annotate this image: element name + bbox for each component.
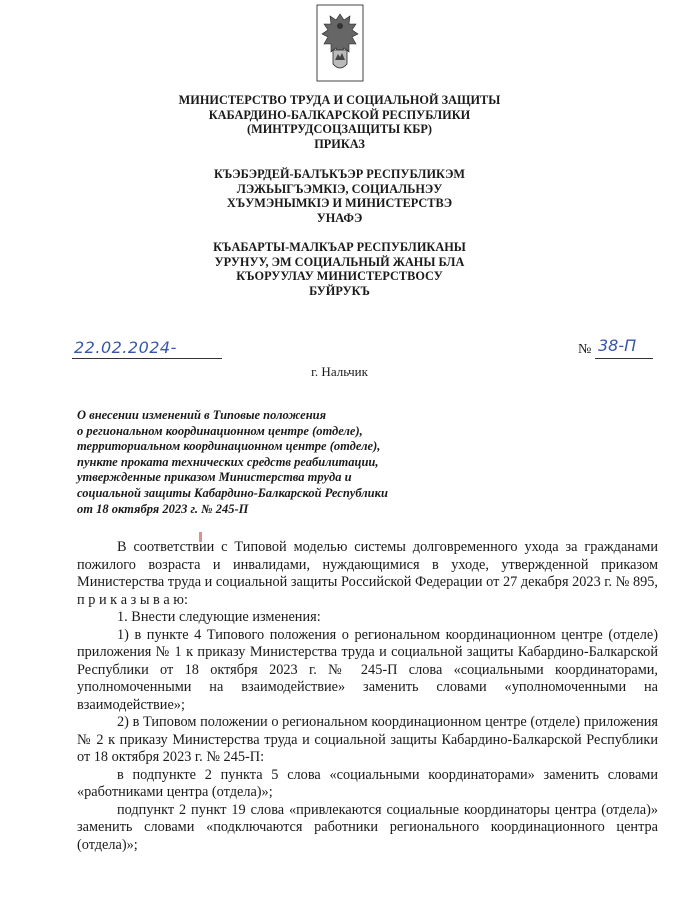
body-paragraph: 1) в пункте 4 Типового положения о региональном координационном центре (отделе) приложения № 1 к приказу Министерства труда и социальной защиты Кабардино-Балкарской Республики от 18 октября 2023 г. № 245-П слова «социальными координаторами, уполномоченными на взаимодействие» заменить словами «уполномоченными на взаимодействие»; (77, 626, 658, 713)
subject-line: социальной защиты Кабардино-Балкарской Республики (77, 485, 388, 500)
header-line: ХЪУМЭНЫМКIЭ И МИНИСТЕРСТВЭ (226, 196, 453, 211)
header-line: УРУНУУ, ЭМ СОЦИАЛЬНЫЙ ЖАНЫ БЛА (214, 254, 465, 269)
subject-line: от 18 октября 2023 г. № 245-П (77, 501, 249, 516)
ministry-header-kabardian (0, 167, 679, 225)
header-line: КЪЭБЭРДЕЙ-БАЛЪКЪЭР РЕСПУБЛИКЭМ (213, 167, 466, 181)
body-paragraph: В соответствии с Типовой моделью системы долговременного ухода за гражданами пожилого возраста и инвалидами, нуждающимися в уходе, утвержденной приказом Министерства труда и социальной защиты Российской Федерации от 27 декабря 2023 г. № 895, п р и к а з ы в а ю: (77, 539, 658, 608)
header-line: (МИНТРУДСОЦЗАЩИТЫ КБР) (247, 122, 432, 137)
number-underline (595, 358, 653, 359)
subject-line: утвержденные приказом Министерства труда и (77, 470, 352, 485)
coat-of-arms-emblem (316, 4, 364, 82)
order-body (77, 539, 658, 854)
subject-line: пункте проката технических средств реабилитации, (77, 454, 379, 469)
subject-line: о региональном координационном центре (отделе), (77, 423, 363, 438)
subject-line: О внесении изменений в Типовые положения (77, 408, 327, 422)
ministry-header-russian (0, 93, 679, 151)
header-line: ПРИКАЗ (314, 136, 365, 151)
header-line: УНАФЭ (316, 210, 363, 225)
body-paragraph: подпункт 2 пункт 19 слова «привлекаются социальные координаторы центра (отдела)» заменить словами «подключаются работники регионального координационного центра (отдела)»; (77, 801, 658, 853)
body-paragraph: 2) в Типовом положении о региональном координационном центре (отделе) приложения № 2 к приказу Министерства труда и социальной защиты Кабардино-Балкарской Республики от 18 октября 2023 г. № 245-П: (77, 714, 658, 765)
header-line: КЪАБАРТЫ-МАЛКЪАР РЕСПУБЛИКАНЫ (213, 240, 466, 254)
header-line: КЪОРУУЛАУ МИНИСТЕРСТВОСУ (236, 269, 443, 284)
body-paragraph: 1. Внести следующие изменения: (117, 609, 321, 625)
city: г. Нальчик (311, 364, 368, 379)
header-line: КАБАРДИНО-БАЛКАРСКОЙ РЕСПУБЛИКИ (208, 107, 471, 122)
body-paragraph: в подпункте 2 пункта 5 слова «социальными координаторами» заменить словами «работниками центра (отдела)»; (77, 766, 658, 800)
header-line: МИНИСТЕРСТВО ТРУДА И СОЦИАЛЬНОЙ ЗАЩИТЫ (178, 93, 501, 107)
ministry-header-balkar (0, 240, 679, 298)
order-subject (77, 408, 457, 517)
order-number-label: № (578, 342, 592, 357)
subject-line: территориальном координационном центре (отделе), (77, 439, 381, 454)
header-line: БУЙРУКЪ (309, 283, 370, 298)
header-line: ЛЭЖЬЫГЪЭМКIЭ, СОЦИАЛЬНЭУ (236, 181, 443, 196)
order-number: 38-П (598, 336, 637, 355)
order-date: 22.02.2024- (74, 338, 177, 357)
date-underline (72, 358, 222, 359)
